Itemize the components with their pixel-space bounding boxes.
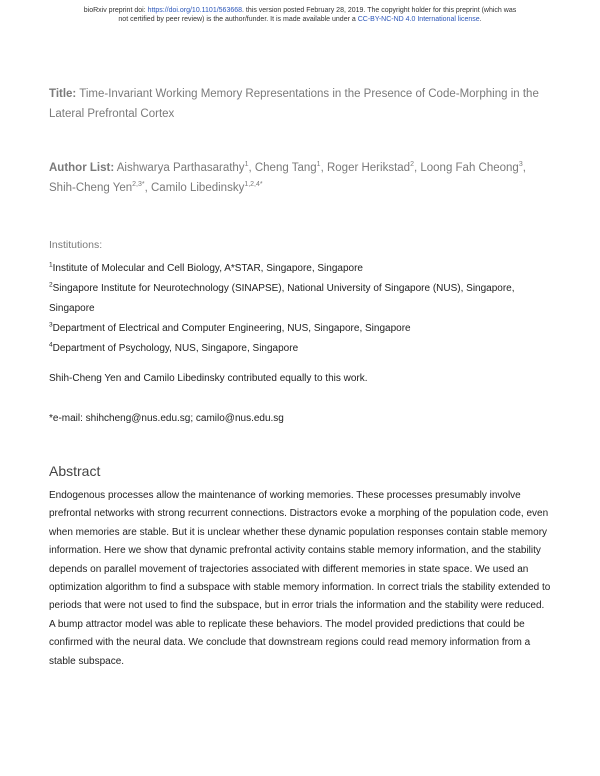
- doi-link[interactable]: https://doi.org/10.1101/563668: [147, 7, 243, 14]
- abstract-body: Endogenous processes allow the maintenance of working memories. These processes presumably involve prefrontal networks with strong recurrent connections. Distractors evoke a morphing of the population code, even when memories are stable. But it is unclear whether these dynamic population responses contain stable memory information. Here we show that dynamic prefrontal activity contains stable memory information, and the stability depends on parallel movement of trajectories associated with different memories in state space. We used an optimization algorithm to find a subspace with stable memory information. In correct trials the stability extended to periods that were not used to find the subspace, but in error trials the information and the stability were reduced. A bump attractor model was able to replicate these behaviors. The model provided predictions that could be confirmed with the neural data. We conclude that downstream regions could read memory information from a stable subspace.: [49, 490, 551, 667]
- header-text: bioRxiv preprint doi:: [83, 7, 148, 14]
- paper-title: [49, 84, 539, 124]
- header-line-1: [0, 6, 600, 15]
- institution-item: [49, 319, 549, 339]
- license-link[interactable]: CC-BY-NC-ND 4.0 International license: [357, 16, 480, 23]
- author-name: Loong Fah Cheong: [420, 162, 519, 174]
- institution-text: Department of Psychology, NUS, Singapore, Singapore: [52, 343, 299, 354]
- institution-item: [49, 279, 549, 319]
- email-note: *e-mail: shihcheng@nus.edu.sg; camilo@nus.edu.sg: [49, 413, 284, 424]
- institutions-label: Institutions:: [49, 239, 103, 251]
- institutions-list: [49, 259, 549, 359]
- abstract-heading: Abstract: [49, 463, 101, 479]
- title-text: Time-Invariant Working Memory Representations in the Presence of Code-Morphing in the Lateral Prefrontal Cortex: [49, 88, 539, 120]
- contribution-note: Shih-Cheng Yen and Camilo Libedinsky contributed equally to this work.: [49, 373, 368, 384]
- author-name: Camilo Libedinsky: [151, 182, 245, 194]
- author-separator: ,: [144, 182, 151, 194]
- institution-text: Institute of Molecular and Cell Biology, A*STAR, Singapore, Singapore: [52, 263, 363, 274]
- author-name: Shih-Cheng Yen: [49, 182, 133, 194]
- author-name: Cheng Tang: [254, 162, 317, 174]
- institution-item: [49, 259, 549, 279]
- author-name: Aishwarya Parthasarathy: [116, 162, 245, 174]
- author-affiliation: 1: [316, 161, 321, 169]
- author-separator: ,: [320, 162, 327, 174]
- institution-text: Department of Electrical and Computer Engineering, NUS, Singapore, Singapore: [52, 323, 411, 334]
- institution-text: Singapore Institute for Neurotechnology (SINAPSE), National University of Singapore (NUS), Singapore, Singapore: [49, 283, 515, 314]
- institution-number: 3: [49, 321, 53, 329]
- header-text: not certified by peer review) is the author/funder. It is made available under a: [118, 16, 358, 23]
- author-affiliation: 2,3*: [132, 181, 145, 189]
- header-line-2: [0, 15, 600, 24]
- author-separator: ,: [248, 162, 255, 174]
- title-label: Title:: [49, 88, 77, 100]
- author-affiliation: 1,2,4*: [244, 181, 263, 189]
- author-list-label: Author List:: [49, 162, 115, 174]
- author-affiliation: 1: [244, 161, 249, 169]
- institution-number: 2: [49, 281, 53, 289]
- author-affiliation: 3: [518, 161, 523, 169]
- institution-number: 4: [49, 341, 53, 349]
- header-text: . this version posted February 28, 2019. The copyright holder for this preprint (which was: [242, 7, 517, 14]
- institution-item: [49, 339, 549, 359]
- preprint-header: [0, 6, 600, 24]
- author-name: Roger Herikstad: [326, 162, 411, 174]
- authors: [49, 162, 526, 194]
- author-separator: ,: [522, 162, 526, 174]
- institution-number: 1: [49, 261, 53, 269]
- author-separator: ,: [413, 162, 421, 174]
- author-affiliation: 2: [410, 161, 414, 169]
- header-text: .: [479, 16, 482, 23]
- author-list: [49, 158, 549, 198]
